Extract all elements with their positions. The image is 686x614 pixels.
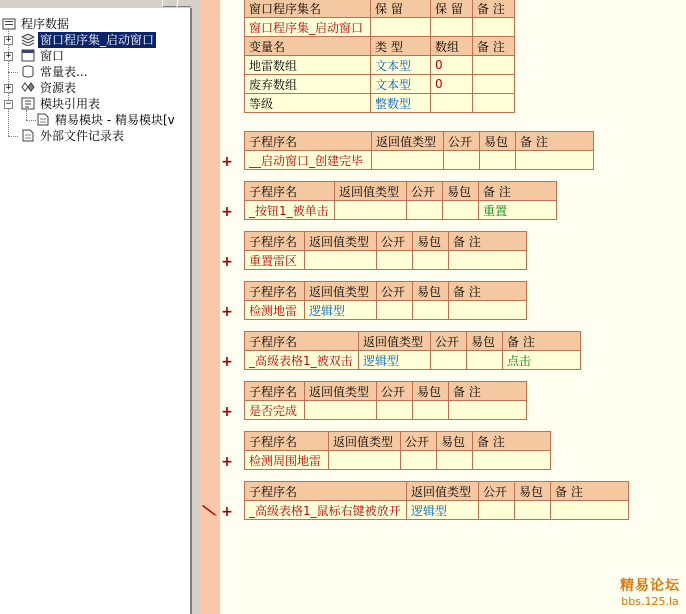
project-tree-panel <box>0 0 192 614</box>
col-header: 易包 <box>413 282 449 301</box>
col-header: 备 注 <box>449 382 527 401</box>
tree-item-label: 外部文件记录表 <box>40 129 125 143</box>
subroutine-table <box>244 181 557 220</box>
var-name-cell[interactable]: 等级 <box>245 94 371 113</box>
sub-easy-cell[interactable] <box>467 351 503 370</box>
sub-note-cell[interactable] <box>449 401 527 420</box>
window-icon <box>21 49 35 62</box>
sub-easy-cell[interactable] <box>413 251 449 270</box>
sub-public-cell[interactable] <box>377 301 413 320</box>
var-note-cell[interactable] <box>473 94 515 113</box>
col-header: 易包 <box>413 382 449 401</box>
expand-sub-marker[interactable]: + <box>221 404 233 420</box>
col-header: 子程序名 <box>245 182 335 201</box>
module-icon <box>21 97 35 110</box>
tree-item-label: 模块引用表 <box>40 97 101 111</box>
expand-sub-marker[interactable]: + <box>221 504 233 520</box>
col-header: 易包 <box>443 182 479 201</box>
sub-return-type-cell[interactable]: 逻辑型 <box>407 501 479 520</box>
subroutine-table <box>244 131 594 170</box>
col-header: 返回值类型 <box>372 132 444 151</box>
tree-root-label: 程序数据 <box>21 17 70 31</box>
var-type-cell[interactable]: 文本型 <box>371 56 431 75</box>
col-header: 公开 <box>431 332 467 351</box>
edit-pencil-icon <box>202 504 218 516</box>
col-header: 子程序名 <box>245 432 329 451</box>
col-header: 保 留 <box>431 0 473 18</box>
var-note-cell[interactable] <box>473 56 515 75</box>
tree-item-label: 精易模块 - 精易模块[v <box>55 113 175 127</box>
col-header: 备 注 <box>473 37 515 56</box>
assembly-reserved-cell[interactable] <box>431 18 473 37</box>
sub-return-type-cell[interactable]: 逻辑型 <box>305 301 377 320</box>
col-header: 返回值类型 <box>407 482 479 501</box>
sub-public-cell[interactable] <box>431 351 467 370</box>
col-header: 备 注 <box>449 232 527 251</box>
sub-name-cell[interactable]: _高级表格1_被双击 <box>245 351 359 370</box>
watermark-title: 精易论坛 <box>620 578 680 594</box>
col-header: 类 型 <box>371 37 431 56</box>
expand-toggle[interactable]: + <box>5 51 12 61</box>
tree-guide-line <box>8 72 18 73</box>
col-header: 返回值类型 <box>359 332 431 351</box>
sub-return-type-cell[interactable] <box>305 251 377 270</box>
var-note-cell[interactable] <box>473 75 515 94</box>
var-array-cell[interactable]: 0 <box>431 75 473 94</box>
database-icon <box>21 65 35 78</box>
col-header: 数组 <box>431 37 473 56</box>
sub-name-cell[interactable]: _高级表格1_鼠标右键被放开 <box>245 501 407 520</box>
col-header: 保 留 <box>371 0 431 18</box>
sub-note-cell[interactable] <box>449 251 527 270</box>
subroutine-table <box>244 231 527 270</box>
col-header: 返回值类型 <box>305 282 377 301</box>
sub-easy-cell[interactable] <box>480 151 516 170</box>
col-header: 子程序名 <box>245 332 359 351</box>
sub-note-cell[interactable] <box>551 501 629 520</box>
resource-icon <box>21 81 35 94</box>
sub-easy-cell[interactable] <box>413 401 449 420</box>
sub-return-type-cell[interactable] <box>305 401 377 420</box>
col-header: 公开 <box>377 232 413 251</box>
col-header: 子程序名 <box>245 382 305 401</box>
sub-name-cell[interactable]: __启动窗口_创建完毕 <box>245 151 372 170</box>
col-header: 备 注 <box>449 282 527 301</box>
col-header: 变量名 <box>245 37 371 56</box>
sub-return-type-cell[interactable] <box>335 201 407 220</box>
col-header: 公开 <box>377 282 413 301</box>
watermark-url: bbs.125.la <box>621 595 679 608</box>
col-header: 易包 <box>515 482 551 501</box>
assembly-icon <box>21 33 35 46</box>
col-header: 窗口程序集名 <box>245 0 371 18</box>
var-array-cell[interactable] <box>431 94 473 113</box>
sub-easy-cell[interactable] <box>413 301 449 320</box>
var-array-cell[interactable]: 0 <box>431 56 473 75</box>
tree-close-button[interactable] <box>177 0 191 7</box>
expand-sub-marker[interactable]: + <box>221 204 233 220</box>
col-header: 易包 <box>480 132 516 151</box>
collapse-toggle[interactable]: − <box>5 99 12 109</box>
subroutine-table <box>244 431 551 470</box>
col-header: 公开 <box>479 482 515 501</box>
col-header: 返回值类型 <box>329 432 401 451</box>
var-type-cell[interactable]: 文本型 <box>371 75 431 94</box>
expand-sub-marker[interactable]: + <box>221 454 233 470</box>
col-header: 备 注 <box>516 132 594 151</box>
editor-line-gutter <box>200 0 220 614</box>
sub-note-cell[interactable]: 重置 <box>479 201 557 220</box>
sub-name-cell[interactable]: _按钮1_被单击 <box>245 201 335 220</box>
subroutine-table <box>244 381 527 420</box>
sub-name-cell[interactable]: 检测地雷 <box>245 301 305 320</box>
assembly-table <box>244 0 515 113</box>
sub-easy-cell[interactable] <box>437 451 473 470</box>
col-header: 返回值类型 <box>335 182 407 201</box>
tree-pin-button[interactable] <box>162 0 176 7</box>
sub-name-cell[interactable]: 是否完成 <box>245 401 305 420</box>
expand-sub-marker[interactable]: + <box>221 254 233 270</box>
tree-item-label: 窗口程序集_启动窗口 <box>40 33 155 47</box>
file-icon <box>21 129 35 142</box>
variable-row <box>245 94 515 113</box>
sub-public-cell[interactable] <box>377 251 413 270</box>
col-header: 易包 <box>413 232 449 251</box>
col-header: 易包 <box>467 332 503 351</box>
sub-public-cell[interactable] <box>479 501 515 520</box>
col-header: 备 注 <box>473 432 551 451</box>
sub-easy-cell[interactable] <box>443 201 479 220</box>
expand-sub-marker[interactable]: + <box>221 304 233 320</box>
tree-guide-line <box>26 120 36 121</box>
var-name-cell[interactable]: 废弃数组 <box>245 75 371 94</box>
assembly-name-cell[interactable]: 窗口程序集_启动窗口 <box>245 18 371 37</box>
forum-watermark <box>620 575 680 608</box>
sub-return-type-cell[interactable]: 逻辑型 <box>359 351 431 370</box>
data-folder-icon <box>2 17 16 30</box>
col-header: 公开 <box>407 182 443 201</box>
sub-return-type-cell[interactable] <box>372 151 444 170</box>
sub-public-cell[interactable] <box>407 201 443 220</box>
sub-public-cell[interactable] <box>401 451 437 470</box>
expand-sub-marker[interactable]: + <box>221 154 233 170</box>
sub-easy-cell[interactable] <box>515 501 551 520</box>
sub-name-cell[interactable]: 检测周围地雷 <box>245 451 329 470</box>
file-icon <box>36 113 50 126</box>
sub-note-cell[interactable]: 点击 <box>503 351 581 370</box>
editor-left-margin <box>192 0 200 614</box>
col-header: 公开 <box>444 132 480 151</box>
sub-public-cell[interactable] <box>377 401 413 420</box>
variable-row <box>245 56 515 75</box>
tree-guide-line <box>26 110 27 120</box>
sub-return-type-cell[interactable] <box>329 451 401 470</box>
expand-sub-marker[interactable]: + <box>221 354 233 370</box>
tree-item-label: 常量表... <box>40 65 88 79</box>
col-header: 备 注 <box>503 332 581 351</box>
sub-note-cell[interactable] <box>449 301 527 320</box>
var-name-cell[interactable]: 地雷数组 <box>245 56 371 75</box>
tree-guide-line <box>8 136 18 137</box>
col-header: 公开 <box>401 432 437 451</box>
sub-public-cell[interactable] <box>444 151 480 170</box>
assembly-note-cell[interactable] <box>473 18 515 37</box>
subroutine-table <box>244 281 527 320</box>
col-header: 子程序名 <box>245 482 407 501</box>
col-header: 备 注 <box>473 0 515 18</box>
expand-toggle[interactable]: + <box>5 83 12 93</box>
col-header: 公开 <box>377 382 413 401</box>
sub-note-cell[interactable] <box>473 451 551 470</box>
variable-row <box>245 75 515 94</box>
subroutine-table <box>244 481 629 520</box>
var-type-cell[interactable]: 整数型 <box>371 94 431 113</box>
tree-item-label: 窗口 <box>40 49 65 63</box>
assembly-reserved-cell[interactable] <box>371 18 431 37</box>
subroutine-table <box>244 331 581 370</box>
tree-item-label: 资源表 <box>40 81 77 95</box>
col-header: 易包 <box>437 432 473 451</box>
col-header: 子程序名 <box>245 132 372 151</box>
col-header: 子程序名 <box>245 282 305 301</box>
col-header: 备 注 <box>551 482 629 501</box>
col-header: 子程序名 <box>245 232 305 251</box>
sub-name-cell[interactable]: 重置雷区 <box>245 251 305 270</box>
sub-note-cell[interactable] <box>516 151 594 170</box>
tree-panel-titlebar <box>0 0 192 8</box>
col-header: 备 注 <box>479 182 557 201</box>
col-header: 返回值类型 <box>305 232 377 251</box>
expand-toggle[interactable]: + <box>5 35 12 45</box>
col-header: 返回值类型 <box>305 382 377 401</box>
